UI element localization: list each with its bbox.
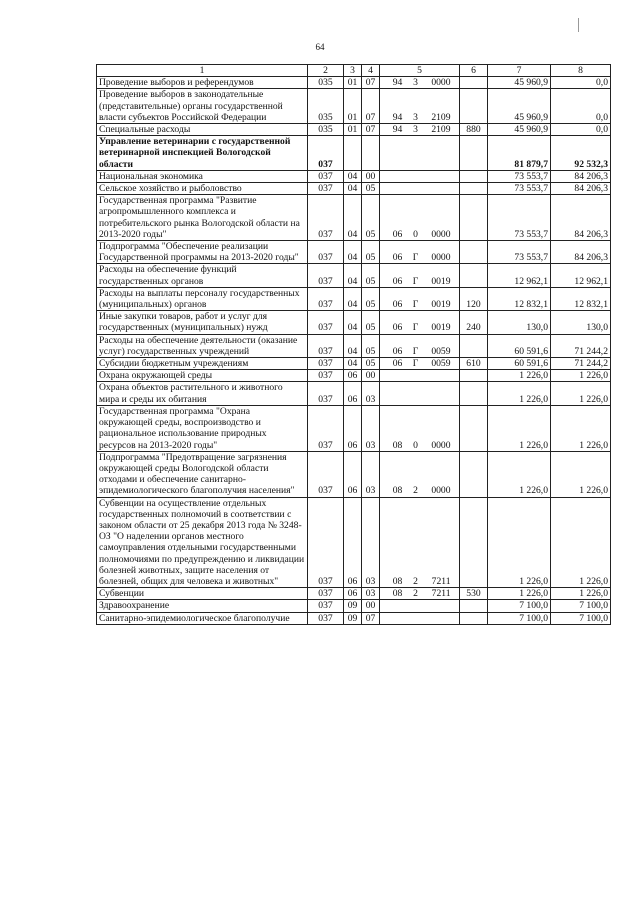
row-amount-2015-cell: 1 226,0 (488, 588, 551, 600)
row-amount-2015-cell: 1 226,0 (488, 451, 551, 497)
subprogram-code: Г (412, 345, 419, 357)
row-expense-type-cell (460, 334, 488, 357)
direction-code: 0019 (431, 322, 451, 334)
row-section-cell: 04 (344, 358, 362, 370)
page-number: 64 (315, 42, 325, 52)
margin-mark (578, 18, 579, 32)
row-subsection-cell: 03 (362, 588, 380, 600)
row-target-article-cell (380, 195, 460, 241)
row-amount-2016-cell: 1 226,0 (551, 451, 611, 497)
row-amount-2015-cell: 1 226,0 (488, 497, 551, 588)
header-cell-3: 3 (344, 65, 362, 77)
row-section-cell: 09 (344, 600, 362, 612)
row-section-cell: 01 (344, 124, 362, 136)
row-target-article-cell (380, 183, 460, 195)
row-section-cell: 06 (344, 382, 362, 405)
row-target-article-cell (380, 588, 460, 600)
row-subsection-cell: 07 (362, 124, 380, 136)
budget-table (96, 64, 611, 625)
row-subsection-cell: 00 (362, 170, 380, 182)
subprogram-code: Г (412, 322, 419, 334)
row-code-admin-cell: 037 (308, 195, 344, 241)
row-amount-2015-cell: 1 226,0 (488, 370, 551, 382)
row-expense-type-cell (460, 183, 488, 195)
row-subsection-cell: 03 (362, 497, 380, 588)
row-amount-2015-cell: 60 591,6 (488, 334, 551, 357)
row-amount-2015-cell: 12 832,1 (488, 287, 551, 310)
table-row (97, 136, 611, 171)
row-expense-type-cell (460, 77, 488, 89)
row-amount-2016-cell: 1 226,0 (551, 370, 611, 382)
row-subsection-cell: 07 (362, 77, 380, 89)
header-cell-8: 8 (551, 65, 611, 77)
direction-code: 0000 (431, 228, 451, 240)
row-name-cell: Управление ветеринарии с государственной ветеринарной инспекцией Вологодской области (97, 136, 308, 171)
row-expense-type-cell (460, 405, 488, 451)
row-target-article-cell (380, 170, 460, 182)
row-target-article-cell (380, 358, 460, 370)
row-target-article-cell (380, 405, 460, 451)
direction-code: 2109 (431, 111, 451, 123)
row-target-article-cell (380, 287, 460, 310)
row-name-cell: Иные закупки товаров, работ и услуг для государственных (муниципальных) нужд (97, 311, 308, 334)
row-name-cell: Здравоохранение (97, 600, 308, 612)
program-code: 06 (392, 252, 403, 264)
row-name-cell: Национальная экономика (97, 170, 308, 182)
program-code: 06 (392, 358, 403, 370)
row-amount-2016-cell: 7 100,0 (551, 600, 611, 612)
row-section-cell: 01 (344, 89, 362, 124)
row-amount-2016-cell: 71 244,2 (551, 358, 611, 370)
row-section-cell: 01 (344, 77, 362, 89)
program-code: 06 (392, 322, 403, 334)
row-section-cell: 04 (344, 334, 362, 357)
row-code-admin-cell: 037 (308, 612, 344, 624)
row-expense-type-cell: 120 (460, 287, 488, 310)
row-expense-type-cell (460, 89, 488, 124)
header-cell-2: 2 (308, 65, 344, 77)
row-expense-type-cell (460, 241, 488, 264)
program-code: 06 (392, 228, 403, 240)
row-code-admin-cell: 037 (308, 264, 344, 287)
table-row (97, 183, 611, 195)
row-section-cell: 04 (344, 311, 362, 334)
row-section-cell: 06 (344, 370, 362, 382)
row-name-cell: Государственная программа "Развитие агропромышленного комплекса и потребительского рынка Вологодской области на 2013-2020 годы" (97, 195, 308, 241)
row-amount-2016-cell: 1 226,0 (551, 405, 611, 451)
direction-code: 2109 (431, 124, 451, 136)
table-row (97, 588, 611, 600)
row-code-admin-cell: 037 (308, 241, 344, 264)
program-code: 94 (392, 124, 403, 136)
row-expense-type-cell: 240 (460, 311, 488, 334)
row-subsection-cell: 05 (362, 358, 380, 370)
row-expense-type-cell (460, 136, 488, 171)
row-name-cell: Расходы на обеспечение деятельности (оказание услуг) государственных учреждений (97, 334, 308, 357)
table-row (97, 370, 611, 382)
row-section-cell: 04 (344, 183, 362, 195)
row-amount-2015-cell: 81 879,7 (488, 136, 551, 171)
row-amount-2016-cell: 7 100,0 (551, 612, 611, 624)
row-amount-2015-cell: 1 226,0 (488, 405, 551, 451)
subprogram-code: 3 (413, 124, 418, 136)
table-row (97, 358, 611, 370)
header-cell-6: 6 (460, 65, 488, 77)
row-amount-2015-cell: 73 553,7 (488, 170, 551, 182)
row-target-article-cell (380, 241, 460, 264)
direction-code: 0019 (431, 275, 451, 287)
row-amount-2016-cell: 92 532,3 (551, 136, 611, 171)
row-section-cell: 09 (344, 612, 362, 624)
row-code-admin-cell: 037 (308, 334, 344, 357)
direction-code: 0059 (431, 345, 451, 357)
row-target-article-cell (380, 451, 460, 497)
table-row (97, 241, 611, 264)
table-header-row (97, 65, 611, 77)
row-expense-type-cell: 530 (460, 588, 488, 600)
row-section-cell: 04 (344, 170, 362, 182)
subprogram-code: 3 (413, 111, 418, 123)
row-amount-2016-cell: 84 206,3 (551, 170, 611, 182)
row-target-article-cell (380, 311, 460, 334)
row-section-cell: 04 (344, 287, 362, 310)
row-target-article-cell (380, 264, 460, 287)
row-expense-type-cell (460, 451, 488, 497)
row-expense-type-cell (460, 264, 488, 287)
row-target-article-cell (380, 370, 460, 382)
direction-code: 0019 (431, 299, 451, 311)
row-code-admin-cell: 035 (308, 89, 344, 124)
row-expense-type-cell (460, 612, 488, 624)
table-row (97, 195, 611, 241)
table-row (97, 382, 611, 405)
row-name-cell: Подпрограмма "Обеспечение реализации Государственной программы на 2013-2020 годы" (97, 241, 308, 264)
program-code: 06 (392, 299, 403, 311)
row-expense-type-cell (460, 170, 488, 182)
program-code: 08 (392, 575, 403, 587)
row-amount-2015-cell: 7 100,0 (488, 600, 551, 612)
row-expense-type-cell (460, 600, 488, 612)
row-section-cell: 04 (344, 264, 362, 287)
program-code: 94 (392, 111, 403, 123)
table-row (97, 124, 611, 136)
table-row (97, 405, 611, 451)
row-code-admin-cell: 037 (308, 405, 344, 451)
row-section-cell: 04 (344, 195, 362, 241)
row-code-admin-cell: 037 (308, 370, 344, 382)
row-code-admin-cell: 037 (308, 311, 344, 334)
subprogram-code: Г (412, 275, 419, 287)
row-section-cell: 06 (344, 588, 362, 600)
subprogram-code: Г (412, 299, 419, 311)
row-name-cell: Санитарно-эпидемиологическое благополучие (97, 612, 308, 624)
table-row (97, 264, 611, 287)
subprogram-code: 3 (413, 77, 418, 89)
row-code-admin-cell: 037 (308, 588, 344, 600)
table-row (97, 451, 611, 497)
subprogram-code: 2 (413, 588, 418, 600)
row-target-article-cell (380, 89, 460, 124)
row-subsection-cell: 05 (362, 241, 380, 264)
row-target-article-cell (380, 124, 460, 136)
row-amount-2015-cell: 73 553,7 (488, 183, 551, 195)
direction-code: 0000 (431, 439, 451, 451)
row-subsection-cell: 05 (362, 287, 380, 310)
row-name-cell: Сельское хозяйство и рыболовство (97, 183, 308, 195)
row-section-cell: 06 (344, 497, 362, 588)
table-row (97, 334, 611, 357)
row-amount-2015-cell: 12 962,1 (488, 264, 551, 287)
row-amount-2016-cell: 1 226,0 (551, 497, 611, 588)
row-amount-2015-cell: 130,0 (488, 311, 551, 334)
row-amount-2015-cell: 45 960,9 (488, 124, 551, 136)
row-amount-2015-cell: 73 553,7 (488, 195, 551, 241)
row-amount-2016-cell: 0,0 (551, 77, 611, 89)
program-code: 06 (392, 345, 403, 357)
row-name-cell: Субсидии бюджетным учреждениям (97, 358, 308, 370)
subprogram-code: 2 (413, 485, 418, 497)
direction-code: 7211 (431, 575, 451, 587)
row-amount-2016-cell: 1 226,0 (551, 382, 611, 405)
row-amount-2015-cell: 60 591,6 (488, 358, 551, 370)
row-amount-2016-cell: 12 832,1 (551, 287, 611, 310)
row-name-cell: Проведение выборов в законодательные (представительные) органы государственной власти субъектов Российской Федерации (97, 89, 308, 124)
row-amount-2016-cell: 0,0 (551, 124, 611, 136)
row-subsection-cell: 00 (362, 600, 380, 612)
row-section-cell (344, 136, 362, 171)
row-name-cell: Проведение выборов и референдумов (97, 77, 308, 89)
header-cell-5: 5 (380, 65, 460, 77)
row-code-admin-cell: 037 (308, 287, 344, 310)
row-subsection-cell: 03 (362, 382, 380, 405)
row-amount-2016-cell: 84 206,3 (551, 183, 611, 195)
row-subsection-cell: 03 (362, 451, 380, 497)
row-amount-2016-cell: 84 206,3 (551, 241, 611, 264)
row-name-cell: Подпрограмма "Предотвращение загрязнения окружающей среды Вологодской области отходами и обеспечение санитарно-эпидемиологического благополучия населения" (97, 451, 308, 497)
row-name-cell: Охрана объектов растительного и животного мира и среды их обитания (97, 382, 308, 405)
row-expense-type-cell (460, 382, 488, 405)
direction-code: 0000 (431, 485, 451, 497)
row-amount-2016-cell: 130,0 (551, 311, 611, 334)
row-code-admin-cell: 037 (308, 183, 344, 195)
row-subsection-cell: 05 (362, 334, 380, 357)
row-amount-2015-cell: 1 226,0 (488, 382, 551, 405)
row-code-admin-cell: 035 (308, 124, 344, 136)
direction-code: 0059 (431, 358, 451, 370)
row-amount-2016-cell: 0,0 (551, 89, 611, 124)
table-row (97, 600, 611, 612)
row-name-cell: Специальные расходы (97, 124, 308, 136)
row-section-cell: 06 (344, 451, 362, 497)
table-row (97, 497, 611, 588)
subprogram-code: 0 (413, 228, 418, 240)
row-code-admin-cell: 037 (308, 451, 344, 497)
row-name-cell: Государственная программа "Охрана окружающей среды, воспроизводство и рациональное использование природных ресурсов на 2013-2020 годы" (97, 405, 308, 451)
row-code-admin-cell: 035 (308, 77, 344, 89)
row-subsection-cell: 05 (362, 183, 380, 195)
program-code: 08 (392, 485, 403, 497)
table-row (97, 77, 611, 89)
row-code-admin-cell: 037 (308, 382, 344, 405)
row-target-article-cell (380, 612, 460, 624)
row-expense-type-cell (460, 370, 488, 382)
subprogram-code: 2 (413, 575, 418, 587)
row-subsection-cell: 05 (362, 264, 380, 287)
row-section-cell: 04 (344, 241, 362, 264)
row-amount-2016-cell: 1 226,0 (551, 588, 611, 600)
row-subsection-cell: 03 (362, 405, 380, 451)
row-code-admin-cell: 037 (308, 600, 344, 612)
row-amount-2016-cell: 71 244,2 (551, 334, 611, 357)
direction-code: 0000 (431, 252, 451, 264)
row-name-cell: Расходы на выплаты персоналу государственных (муниципальных) органов (97, 287, 308, 310)
table-row (97, 89, 611, 124)
row-name-cell: Субвенции (97, 588, 308, 600)
row-subsection-cell: 05 (362, 195, 380, 241)
subprogram-code: 0 (413, 439, 418, 451)
program-code: 08 (392, 588, 403, 600)
row-subsection-cell (362, 136, 380, 171)
row-code-admin-cell: 037 (308, 358, 344, 370)
row-name-cell: Охрана окружающей среды (97, 370, 308, 382)
header-cell-1: 1 (97, 65, 308, 77)
row-expense-type-cell (460, 497, 488, 588)
program-code: 94 (392, 77, 403, 89)
row-subsection-cell: 05 (362, 311, 380, 334)
row-name-cell: Субвенции на осуществление отдельных государственных полномочий в соответствии с законом области от 25 декабря 2013 года № 3248-ОЗ "О наделении органов местного самоуправления отдельными государственными полномочиями по предупреждению и ликвидации болезней животных, защите населения от болезней, общих для человека и животных" (97, 497, 308, 588)
row-target-article-cell (380, 382, 460, 405)
row-subsection-cell: 00 (362, 370, 380, 382)
row-amount-2016-cell: 12 962,1 (551, 264, 611, 287)
row-expense-type-cell (460, 195, 488, 241)
row-expense-type-cell: 610 (460, 358, 488, 370)
row-subsection-cell: 07 (362, 89, 380, 124)
program-code: 06 (392, 275, 403, 287)
row-name-cell: Расходы на обеспечение функций государственных органов (97, 264, 308, 287)
direction-code: 0000 (431, 77, 451, 89)
program-code: 08 (392, 439, 403, 451)
direction-code: 7211 (431, 588, 451, 600)
row-target-article-cell (380, 136, 460, 171)
row-amount-2015-cell: 7 100,0 (488, 612, 551, 624)
row-amount-2016-cell: 84 206,3 (551, 195, 611, 241)
row-target-article-cell (380, 600, 460, 612)
row-code-admin-cell: 037 (308, 170, 344, 182)
row-expense-type-cell: 880 (460, 124, 488, 136)
subprogram-code: Г (412, 358, 419, 370)
header-cell-4: 4 (362, 65, 380, 77)
row-code-admin-cell: 037 (308, 497, 344, 588)
table-row (97, 612, 611, 624)
table-row (97, 170, 611, 182)
header-cell-7: 7 (488, 65, 551, 77)
row-amount-2015-cell: 45 960,9 (488, 77, 551, 89)
row-amount-2015-cell: 73 553,7 (488, 241, 551, 264)
table-row (97, 287, 611, 310)
row-subsection-cell: 07 (362, 612, 380, 624)
row-code-admin-cell: 037 (308, 136, 344, 171)
row-target-article-cell (380, 497, 460, 588)
row-target-article-cell (380, 334, 460, 357)
row-section-cell: 06 (344, 405, 362, 451)
row-amount-2015-cell: 45 960,9 (488, 89, 551, 124)
row-target-article-cell (380, 77, 460, 89)
subprogram-code: Г (412, 252, 419, 264)
table-row (97, 311, 611, 334)
